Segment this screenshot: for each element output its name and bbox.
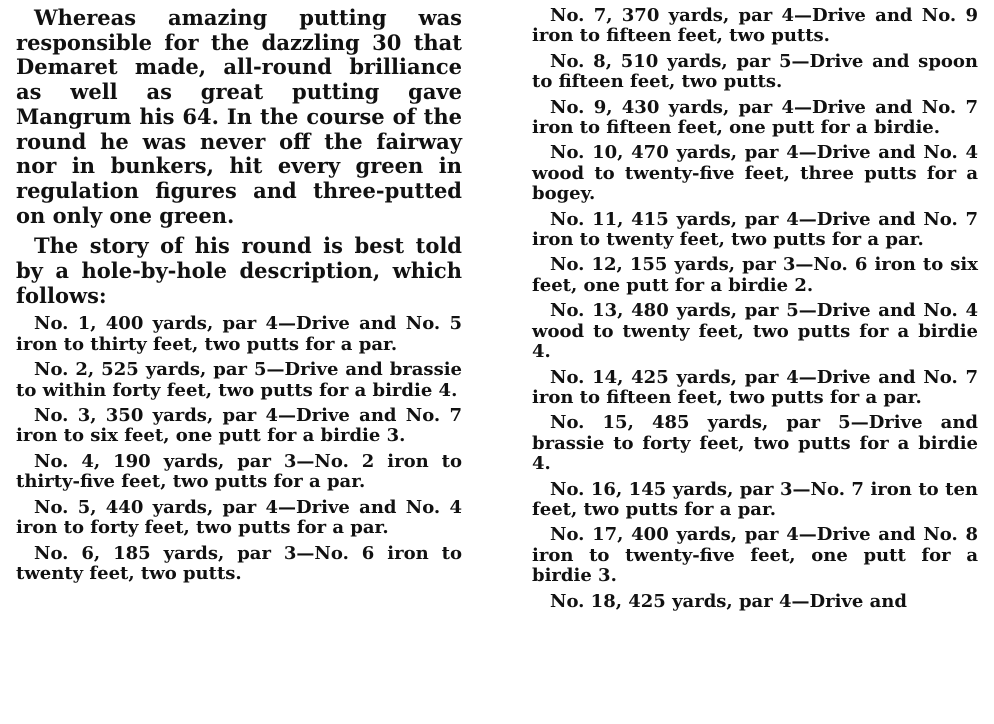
hole-description: No. 3, 350 yards, par 4—Drive and No. 7 iron to six feet, one putt for a birdie 3. [16,405,462,447]
hole-description: No. 13, 480 yards, par 5—Drive and No. 4 wood to twenty feet, two putts for a birdie 4. [532,300,978,363]
hole-description: No. 15, 485 yards, par 5—Drive and brassie to forty feet, two putts for a birdie 4. [532,412,978,475]
hole-description: No. 6, 185 yards, par 3—No. 6 iron to twenty feet, two putts. [16,542,462,584]
hole-description: No. 5, 440 yards, par 4—Drive and No. 4 iron to forty feet, two putts for a par. [16,496,462,539]
hole-description: No. 9, 430 yards, par 4—Drive and No. 7 iron to fifteen feet, one putt for a birdie. [532,96,978,139]
hole-description: No. 18, 425 yards, par 4—Drive and [550,590,907,612]
hole-description: No. 8, 510 yards, par 5—Drive and spoon to fifteen feet, two putts. [532,50,978,93]
left-column [16,6,462,589]
hole-description: No. 14, 425 yards, par 4—Drive and No. 7 iron to fifteen feet, two putts for a par. [532,366,978,408]
intro-paragraph: Whereas amazing putting was responsible for the dazzling 30 that Demaret made, all-round brilliance as well as great putting gave Mangrum his 64. In the course of the round he was never off the fairway nor in bunkers, hit every green in regulation figures and three-putted on only one green. [16,5,462,228]
hole-description: No. 17, 400 yards, par 4—Drive and No. 8 iron to twenty-five feet, one putt for a birdie 3. [532,524,978,587]
hole-description: No. 10, 470 yards, par 4—Drive and No. 4 wood to twenty-five feet, three putts for a bogey. [532,142,978,205]
right-column [532,6,978,617]
hole-description: No. 12, 155 yards, par 3—No. 6 iron to six feet, one putt for a birdie 2. [532,254,978,296]
hole-description: No. 11, 415 yards, par 4—Drive and No. 7 iron to twenty feet, two putts for a par. [532,208,978,251]
hole-description: No. 16, 145 yards, par 3—No. 7 iron to ten feet, two putts for a par. [532,478,978,520]
hole-description: No. 2, 525 yards, par 5—Drive and brassie to within forty feet, two putts for a birdie 4. [16,359,462,401]
hole-description: No. 7, 370 yards, par 4—Drive and No. 9 iron to fifteen feet, two putts. [532,5,978,47]
intro-paragraph: The story of his round is best told by a hole-by-hole description, which follows: [16,233,462,308]
hole-description: No. 4, 190 yards, par 3—No. 2 iron to thirty-five feet, two putts for a par. [16,450,462,493]
hole-description: No. 1, 400 yards, par 4—Drive and No. 5 iron to thirty feet, two putts for a par. [16,313,462,355]
